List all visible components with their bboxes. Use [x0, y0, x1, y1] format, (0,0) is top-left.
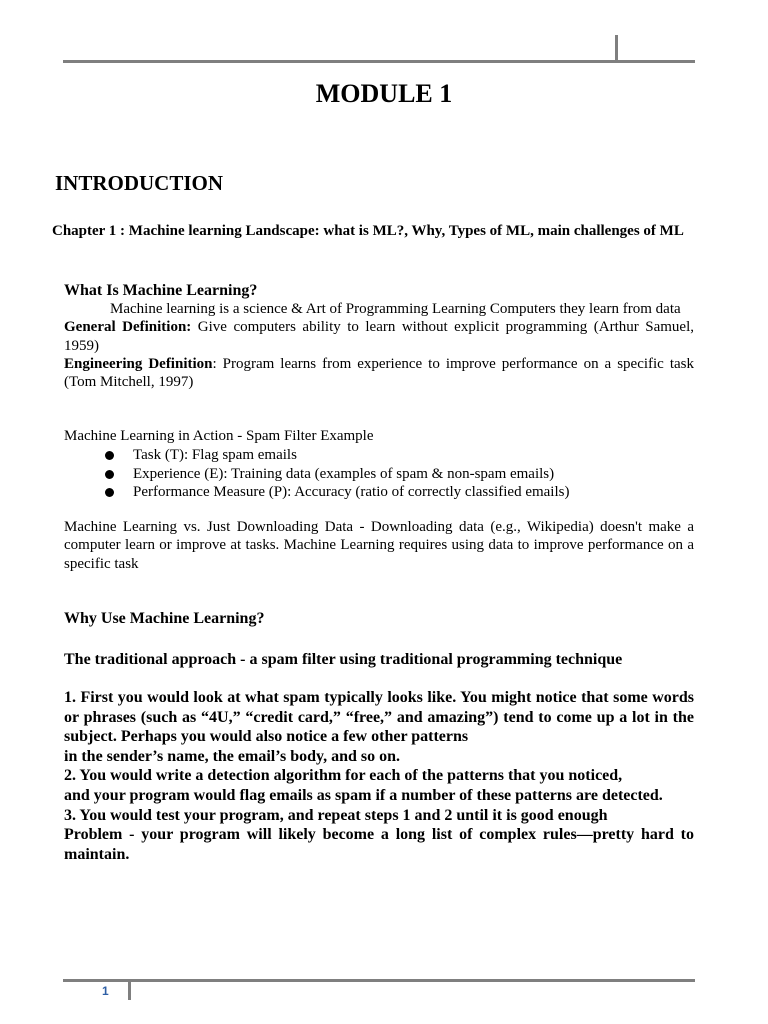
general-definition-text: Give computers ability to learn without explicit programming (Arthur Samuel, 1959): [64, 319, 694, 354]
section-heading: INTRODUCTION: [55, 171, 224, 195]
chapter-title: Chapter 1 : Machine learning Landscape: what is ML?, Why, Types of ML, main challenges of ML: [52, 223, 684, 239]
spam-example-list: [104, 446, 569, 502]
engineering-definition-label: Engineering Definition: [64, 355, 213, 372]
step-paragraph: and your program would flag emails as spam if a number of these patterns are detected.: [64, 786, 663, 804]
list-item: Experience (E): Training data (examples of spam & non-spam emails): [104, 465, 569, 484]
traditional-approach-paragraph: The traditional approach - a spam filter using traditional programming technique: [64, 651, 623, 668]
footer-rule: [63, 979, 695, 982]
module-title: MODULE 1: [315, 79, 453, 108]
what-is-ml-heading: What Is Machine Learning?: [64, 282, 258, 299]
page-number: 1: [102, 984, 109, 998]
list-item: Performance Measure (P): Accuracy (ratio of correctly classified emails): [104, 483, 569, 502]
step-paragraph: 1. First you would look at what spam typically looks like. You might notice that some words or phrases (such as “4U,” “credit card,” “free,” and amazing”) tend to come up a lot in the subject. Perhaps you would also notice a few other patterns: [64, 689, 694, 746]
header-tick: [615, 35, 618, 62]
footer-tick: [128, 981, 131, 1000]
step-paragraph: 2. You would write a detection algorithm for each of the patterns that you noticed,: [64, 767, 623, 785]
general-definition-label: General Definition:: [64, 319, 192, 336]
header-rule: [63, 60, 695, 63]
spam-example-title: Machine Learning in Action - Spam Filter Example: [64, 428, 374, 444]
steps-block: [64, 688, 694, 864]
step-paragraph: 3. You would test your program, and repeat steps 1 and 2 until it is good enough: [64, 806, 608, 824]
step-paragraph: in the sender’s name, the email’s body, and so on.: [64, 747, 401, 765]
ml-vs-download-paragraph: Machine Learning vs. Just Downloading Data - Downloading data (e.g., Wikipedia) doesn't make a computer learn or improve at tasks. Machine Learning requires using data to improve performance on a specific task: [64, 519, 694, 572]
ml-intro-text: Machine learning is a science & Art of Programming Learning Computers they learn from data: [110, 301, 681, 317]
why-use-ml-heading: Why Use Machine Learning?: [64, 610, 265, 627]
problem-paragraph: Problem - your program will likely become a long list of complex rules—pretty hard to maintain.: [64, 826, 694, 863]
engineering-definition-text: : Program learns from experience to improve performance on a specific task (Tom Mitchell, 1997): [64, 355, 694, 391]
list-item: Task (T): Flag spam emails: [104, 446, 569, 465]
what-is-ml-body: [64, 300, 694, 391]
